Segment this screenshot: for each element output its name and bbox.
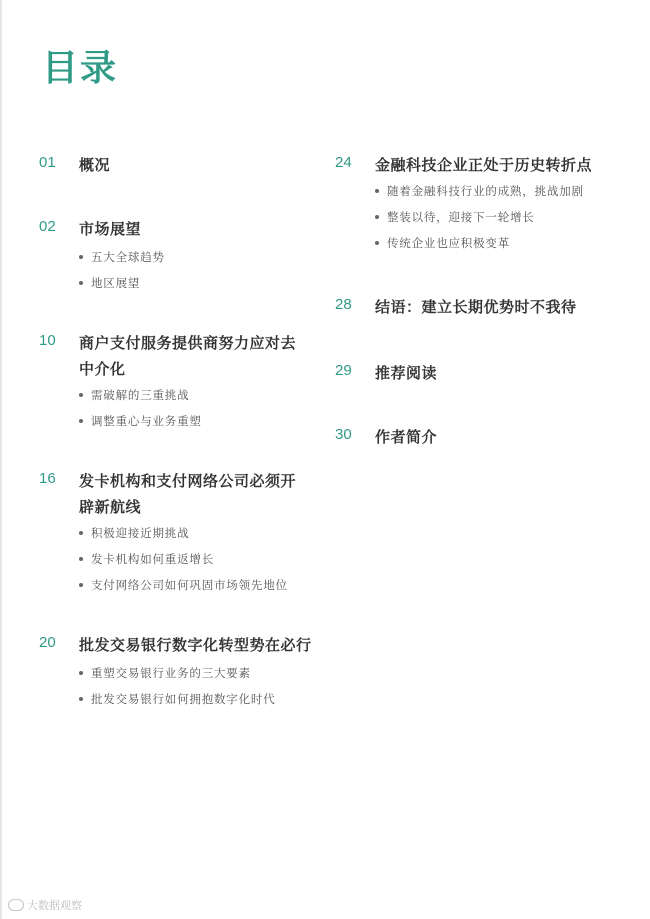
bullet-icon <box>79 255 83 259</box>
eye-logo-icon <box>8 899 24 911</box>
toc-section-title: 商户支付服务提供商努力应对去中介化 <box>79 334 297 378</box>
bullet-icon <box>375 189 379 193</box>
toc-page-number: 16 <box>39 470 56 487</box>
toc-section-30[interactable] <box>335 424 635 450</box>
bullet-icon <box>79 281 83 285</box>
bullet-icon <box>79 557 83 561</box>
toc-page-number: 30 <box>335 426 352 443</box>
toc-section-16[interactable] <box>39 468 309 598</box>
toc-subitem[interactable]: 整装以待，迎接下一轮增长 <box>375 204 635 230</box>
bullet-icon <box>79 583 83 587</box>
toc-page-number: 29 <box>335 362 352 379</box>
toc-section-24[interactable] <box>335 152 635 256</box>
toc-page-number: 10 <box>39 332 56 349</box>
toc-subitem[interactable]: 重塑交易银行业务的三大要素 <box>79 660 329 686</box>
bullet-icon <box>79 419 83 423</box>
toc-section-10[interactable] <box>39 330 309 434</box>
bullet-icon <box>375 215 379 219</box>
toc-subitem[interactable]: 发卡机构如何重返增长 <box>79 546 309 572</box>
toc-page-number: 01 <box>39 154 56 171</box>
toc-section-title: 金融科技企业正处于历史转折点 <box>375 156 593 174</box>
watermark <box>8 897 82 913</box>
toc-section-20[interactable] <box>39 632 329 712</box>
toc-page-number: 24 <box>335 154 352 171</box>
toc-section-title: 概况 <box>79 156 111 174</box>
toc-subitem[interactable]: 调整重心与业务重塑 <box>79 408 309 434</box>
toc-section-title: 作者简介 <box>375 428 438 446</box>
watermark-text: 大数据观察 <box>27 899 82 912</box>
page-title: 目录 <box>42 48 119 89</box>
toc-right-column <box>335 152 635 450</box>
toc-section-title: 推荐阅读 <box>375 364 438 382</box>
bullet-icon <box>79 393 83 397</box>
toc-subitem[interactable]: 需破解的三重挑战 <box>79 382 309 408</box>
toc-page-number: 02 <box>39 218 56 235</box>
bullet-icon <box>79 697 83 701</box>
bullet-icon <box>79 531 83 535</box>
toc-subitem[interactable]: 随着金融科技行业的成熟，挑战加剧 <box>375 178 635 204</box>
toc-section-29[interactable] <box>335 360 635 386</box>
toc-page-number: 20 <box>39 634 56 651</box>
toc-page-number: 28 <box>335 296 352 313</box>
toc-left-column <box>39 152 319 712</box>
toc-subitem[interactable]: 积极迎接近期挑战 <box>79 520 309 546</box>
bullet-icon <box>79 671 83 675</box>
toc-subitem[interactable]: 支付网络公司如何巩固市场领先地位 <box>79 572 309 598</box>
toc-subitem[interactable]: 传统企业也应积极变革 <box>375 230 635 256</box>
toc-section-title: 结语：建立长期优势时不我待 <box>375 298 577 316</box>
toc-section-28[interactable] <box>335 294 635 320</box>
bullet-icon <box>375 241 379 245</box>
toc-section-01[interactable] <box>39 152 319 178</box>
toc-section-02[interactable] <box>39 216 319 296</box>
toc-section-title: 批发交易银行数字化转型势在必行 <box>79 636 312 654</box>
toc-section-title: 发卡机构和支付网络公司必须开辟新航线 <box>79 472 297 516</box>
page-edge <box>0 0 2 919</box>
toc-subitem[interactable]: 批发交易银行如何拥抱数字化时代 <box>79 686 329 712</box>
toc-section-title: 市场展望 <box>79 220 142 238</box>
toc-subitem[interactable]: 五大全球趋势 <box>79 244 319 270</box>
toc-subitem[interactable]: 地区展望 <box>79 270 319 296</box>
